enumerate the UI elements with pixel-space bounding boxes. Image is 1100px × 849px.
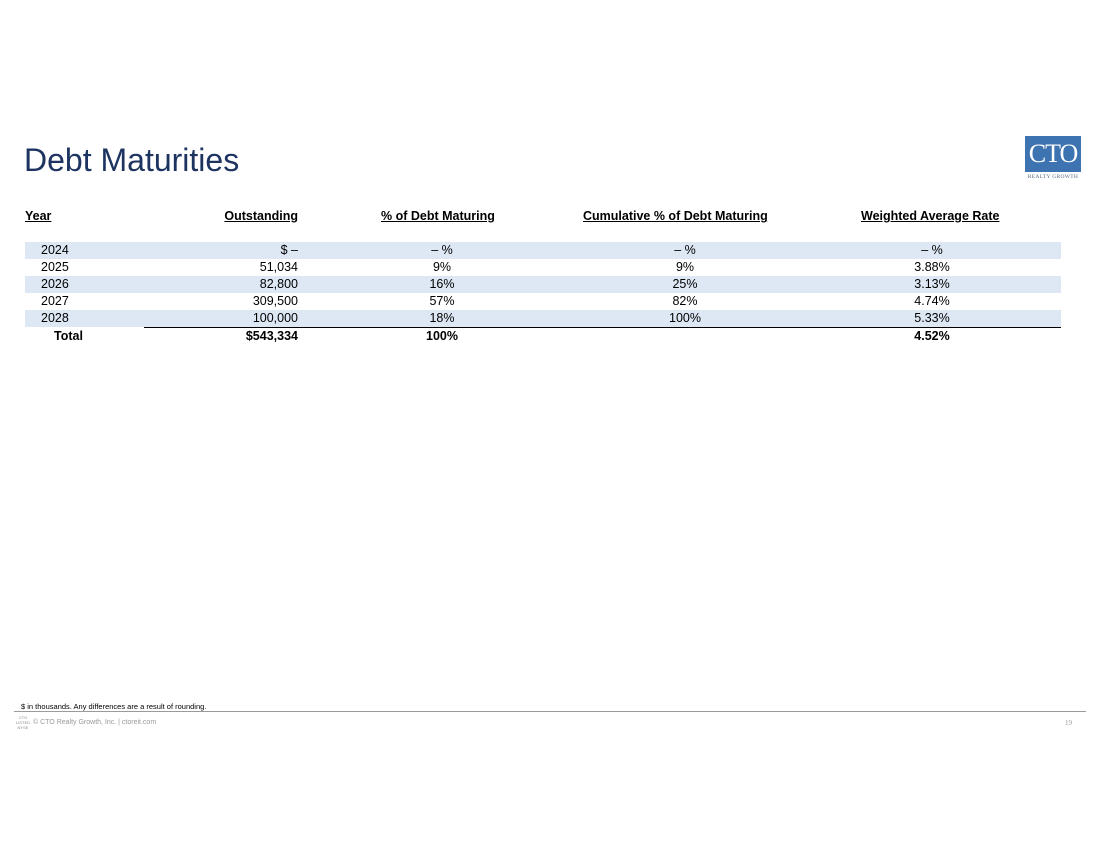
footer-divider bbox=[14, 711, 1086, 712]
page-number: 19 bbox=[1065, 719, 1072, 727]
cell-weighted-rate: – % bbox=[921, 243, 943, 257]
header-outstanding: Outstanding bbox=[224, 209, 298, 223]
total-label: Total bbox=[54, 329, 83, 343]
header-cumulative: Cumulative % of Debt Maturing bbox=[583, 209, 768, 223]
total-pct-maturing: 100% bbox=[426, 329, 458, 343]
cell-cumulative: 82% bbox=[672, 294, 698, 308]
cell-outstanding: $ – bbox=[280, 243, 298, 257]
table-row bbox=[25, 293, 1061, 310]
cell-weighted-rate: 3.88% bbox=[914, 260, 950, 274]
cell-pct-maturing: – % bbox=[431, 243, 453, 257]
total-row bbox=[25, 328, 1061, 345]
page-title: Debt Maturities bbox=[24, 142, 240, 178]
cell-weighted-rate: 4.74% bbox=[914, 294, 950, 308]
cell-year: 2027 bbox=[41, 294, 69, 308]
cell-outstanding: 100,000 bbox=[252, 311, 298, 325]
footer-logo-line: NYSE bbox=[17, 725, 29, 730]
cell-outstanding: 82,800 bbox=[259, 277, 298, 291]
logo-mark: CTO bbox=[1025, 136, 1081, 172]
footer-logo-line: LISTED bbox=[16, 720, 31, 725]
cell-weighted-rate: 3.13% bbox=[914, 277, 950, 291]
cell-cumulative: – % bbox=[674, 243, 696, 257]
table-row bbox=[25, 310, 1061, 327]
cell-year: 2028 bbox=[41, 311, 69, 325]
table-row bbox=[25, 276, 1061, 293]
cell-cumulative: 9% bbox=[675, 260, 695, 274]
logo-tagline: REALTY GROWTH bbox=[1027, 174, 1079, 180]
cell-outstanding: 309,500 bbox=[252, 294, 298, 308]
footer-logo-icon bbox=[16, 715, 30, 731]
cell-cumulative: 25% bbox=[672, 277, 698, 291]
cell-year: 2025 bbox=[41, 260, 69, 274]
cell-pct-maturing: 57% bbox=[429, 294, 455, 308]
cell-pct-maturing: 16% bbox=[429, 277, 455, 291]
footer-logo-line: CTO bbox=[18, 715, 28, 720]
header-year: Year bbox=[25, 209, 52, 223]
cell-pct-maturing: 18% bbox=[429, 311, 455, 325]
header-pct-maturing: % of Debt Maturing bbox=[381, 209, 495, 223]
cell-year: 2026 bbox=[41, 277, 69, 291]
total-outstanding: $543,334 bbox=[245, 329, 298, 343]
cell-cumulative: 100% bbox=[669, 311, 701, 325]
cell-year: 2024 bbox=[41, 243, 69, 257]
cell-weighted-rate: 5.33% bbox=[914, 311, 950, 325]
footer-copyright: © CTO Realty Growth, Inc. | ctoreit.com bbox=[33, 719, 157, 726]
footnote: $ in thousands. Any differences are a result of rounding. bbox=[21, 702, 207, 711]
cell-outstanding: 51,034 bbox=[259, 260, 298, 274]
cto-logo bbox=[1025, 136, 1081, 182]
debt-maturities-table bbox=[25, 242, 1061, 327]
total-weighted-rate: 4.52% bbox=[914, 329, 950, 343]
cell-pct-maturing: 9% bbox=[432, 260, 452, 274]
header-weighted-rate: Weighted Average Rate bbox=[861, 209, 1000, 223]
table-row bbox=[25, 242, 1061, 259]
table-row bbox=[25, 259, 1061, 276]
